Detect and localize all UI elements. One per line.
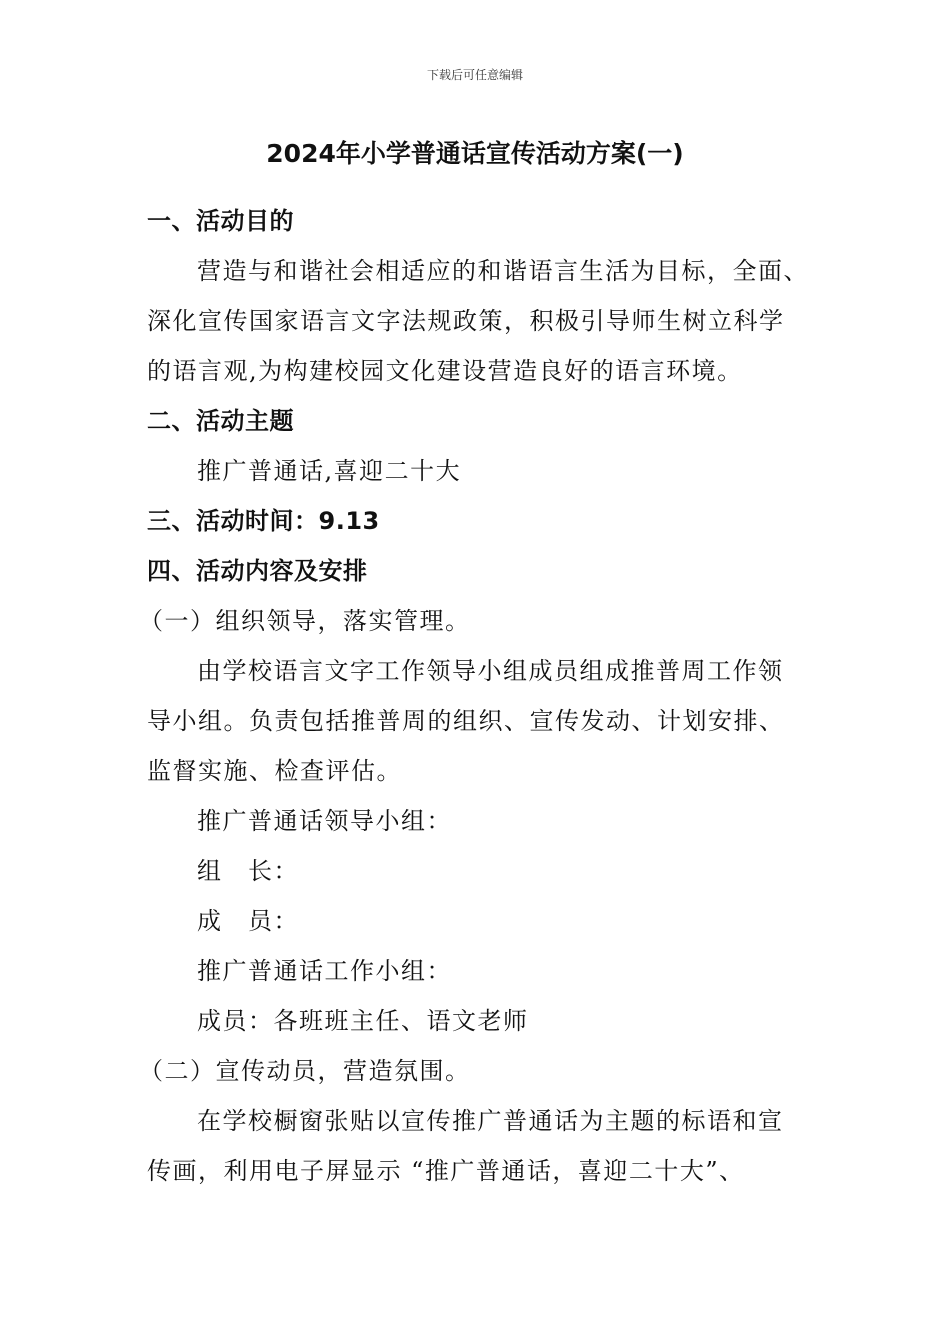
work-group-members: 成员：各班班主任、语文老师	[197, 1007, 529, 1035]
paragraph-line: 在学校橱窗张贴以宣传推广普通话为主题的标语和宣	[197, 1107, 784, 1135]
theme-text: 推广普通话,喜迎二十大	[197, 457, 462, 485]
subsection-heading-organization: （一）组织领导，落实管理。	[139, 607, 471, 635]
section-heading-theme: 二、活动主题	[147, 407, 294, 435]
paragraph-line: 传画，利用电子屏显示 “推广普通话，喜迎二十大”、	[147, 1157, 745, 1185]
section-heading-purpose: 一、活动目的	[147, 207, 294, 235]
work-group-label: 推广普通话工作小组：	[197, 957, 452, 985]
paragraph-line: 深化宣传国家语言文字法规政策，积极引导师生树立科学	[147, 307, 785, 335]
group-leader-label: 组 长：	[197, 857, 299, 885]
document-title: 2024年小学普通话宣传活动方案(一)	[266, 139, 684, 168]
leader-group-label: 推广普通话领导小组：	[197, 807, 452, 835]
header-note: 下载后可任意编辑	[426, 68, 523, 82]
section-heading-time: 三、活动时间：9.13	[147, 507, 380, 535]
paragraph-line: 营造与和谐社会相适应的和谐语言生活为目标，全面、	[197, 257, 809, 285]
document-body	[139, 196, 812, 1196]
paragraph-line: 监督实施、检查评估。	[147, 757, 402, 785]
paragraph-line: 由学校语言文字工作领导小组成员组成推普周工作领	[197, 657, 784, 685]
section-heading-content: 四、活动内容及安排	[147, 557, 368, 585]
paragraph-line: 导小组。负责包括推普周的组织、宣传发动、计划安排、	[147, 707, 785, 735]
group-members-label: 成 员：	[197, 907, 299, 935]
paragraph-line: 的语言观,为构建校园文化建设营造良好的语言环境。	[147, 357, 743, 385]
subsection-heading-publicity: （二）宣传动员，营造氛围。	[139, 1057, 471, 1085]
